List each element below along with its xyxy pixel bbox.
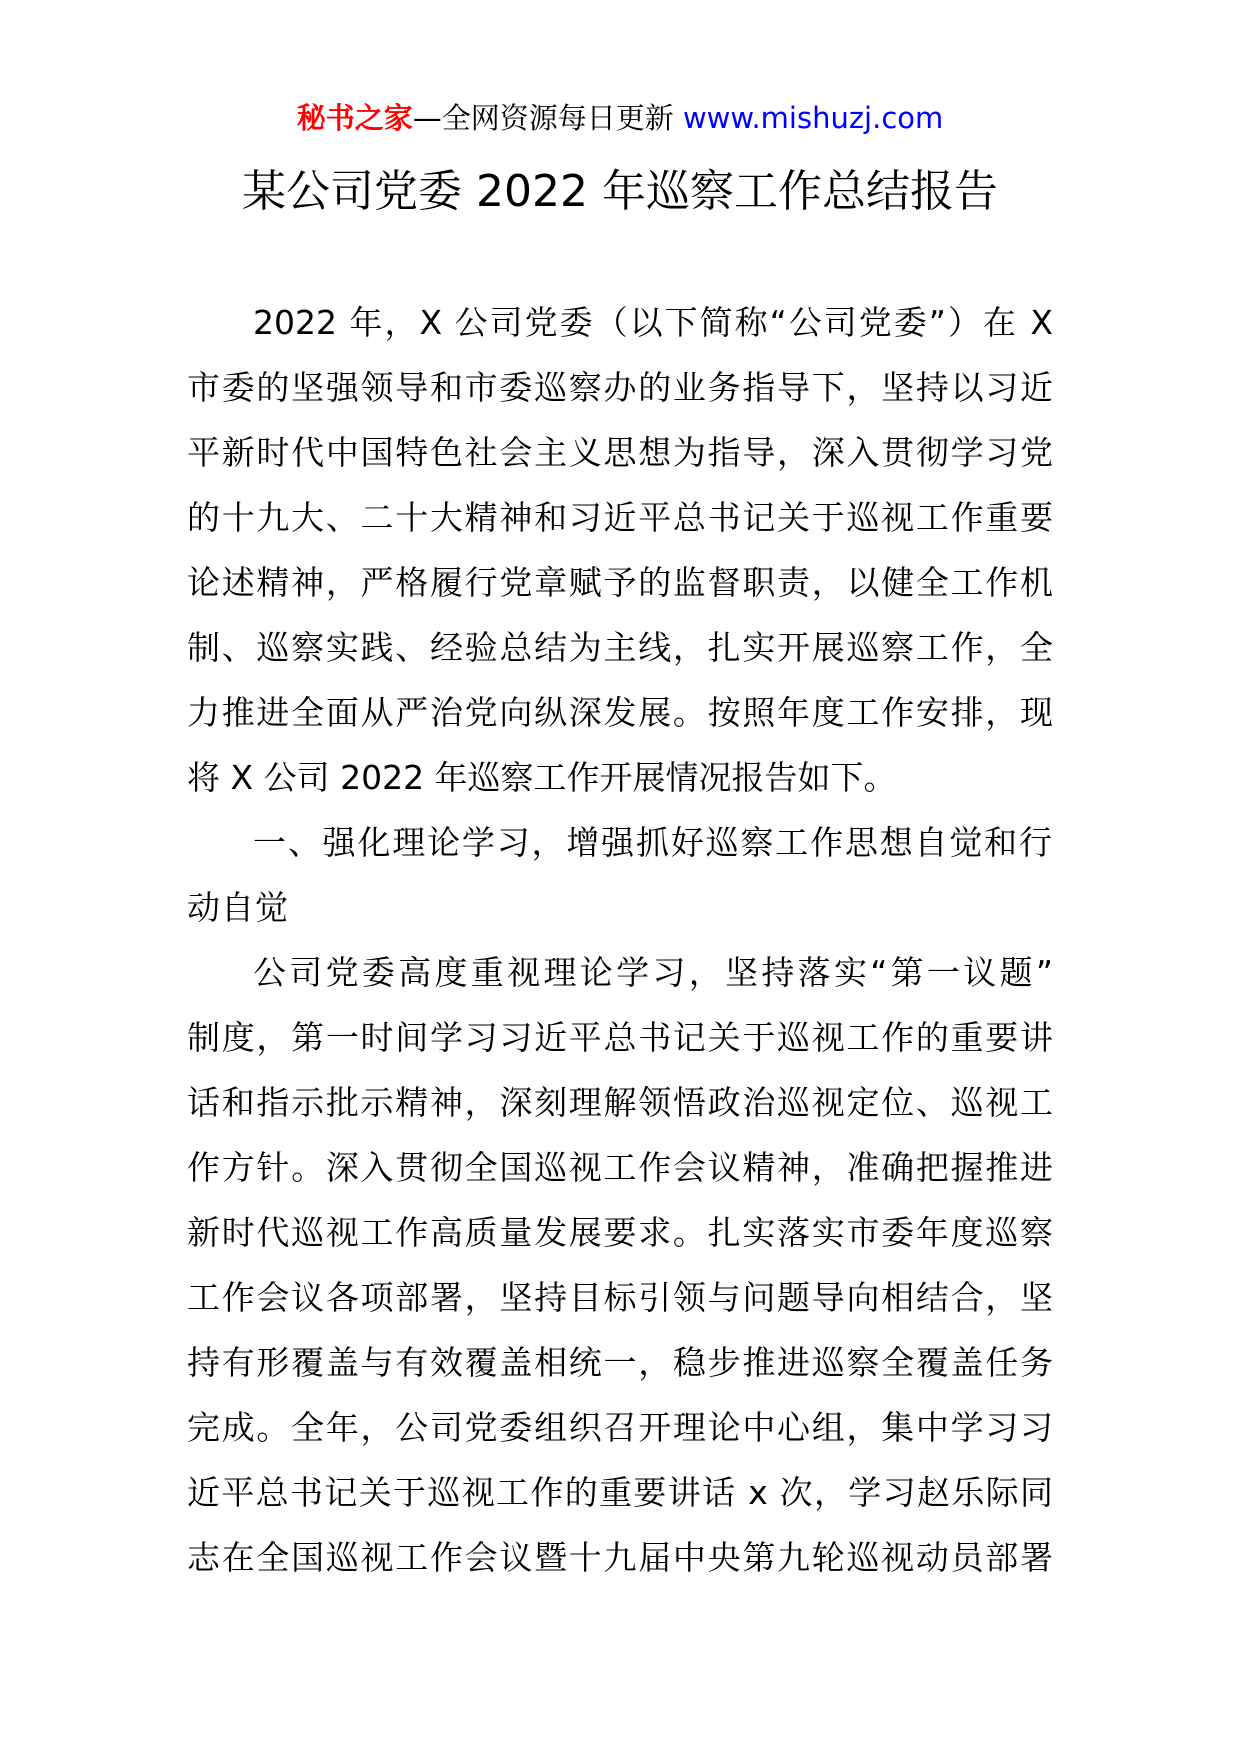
site-header — [0, 98, 1240, 138]
body-line: 话和指示批示精神，深刻理解领悟政治巡视定位、巡视工 — [187, 1083, 1053, 1122]
body-line: 公司党委高度重视理论学习，坚持落实“第一议题” — [253, 953, 1053, 992]
site-url-link[interactable]: www.mishuzj.com — [682, 101, 944, 135]
body-line: 作方针。深入贯彻全国巡视工作会议精神，准确把握推进 — [187, 1148, 1053, 1187]
document-title: 某公司党委 2022 年巡察工作总结报告 — [242, 166, 998, 217]
body-line: 将 X 公司 2022 年巡察工作开展情况报告如下。 — [187, 758, 897, 797]
body-line: 工作会议各项部署，坚持目标引领与问题导向相结合，坚 — [187, 1278, 1053, 1317]
body-line: 制度，第一时间学习习近平总书记关于巡视工作的重要讲 — [187, 1018, 1053, 1057]
site-brand: 秘书之家 — [296, 101, 413, 135]
document-body — [187, 290, 1053, 1590]
body-line: 的十九大、二十大精神和习近平总书记关于巡视工作重要 — [187, 498, 1053, 537]
body-line: 市委的坚强领导和市委巡察办的业务指导下，坚持以习近 — [187, 368, 1053, 407]
body-line: 完成。全年，公司党委组织召开理论中心组，集中学习习 — [187, 1408, 1053, 1447]
body-line: 平新时代中国特色社会主义思想为指导，深入贯彻学习党 — [187, 433, 1053, 472]
body-line: 2022 年，X 公司党委（以下简称“公司党委”）在 X — [253, 303, 1053, 342]
section-heading: 一、强化理论学习，增强抓好巡察工作思想自觉和行 — [253, 823, 1053, 862]
body-line: 论述精神，严格履行党章赋予的监督职责，以健全工作机 — [187, 563, 1053, 602]
body-line: 新时代巡视工作高质量发展要求。扎实落实市委年度巡察 — [187, 1213, 1053, 1252]
section-heading-continued: 动自觉 — [187, 888, 289, 927]
body-line: 志在全国巡视工作会议暨十九届中央第九轮巡视动员部署 — [187, 1538, 1053, 1577]
body-line: 力推进全面从严治党向纵深发展。按照年度工作安排，现 — [187, 693, 1053, 732]
body-line: 制、巡察实践、经验总结为主线，扎实开展巡察工作，全 — [187, 628, 1053, 667]
site-slogan: —全网资源每日更新 — [412, 101, 683, 135]
body-line: 持有形覆盖与有效覆盖相统一，稳步推进巡察全覆盖任务 — [187, 1343, 1053, 1382]
body-line: 近平总书记关于巡视工作的重要讲话 x 次，学习赵乐际同 — [187, 1473, 1053, 1512]
